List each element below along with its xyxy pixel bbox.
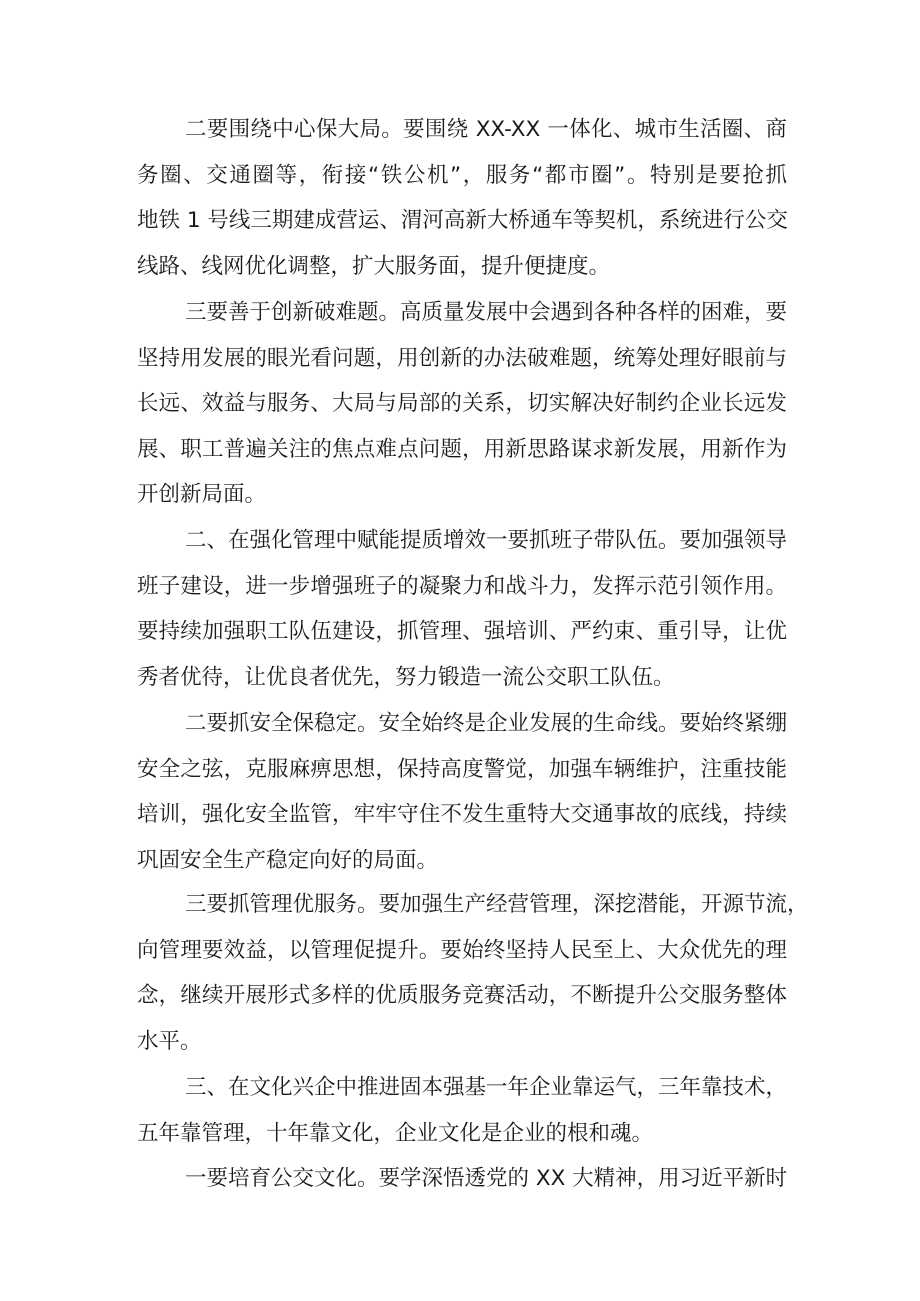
paragraph-2 [137, 290, 787, 518]
text-line: 二、在强化管理中赋能提质增效一要抓班子带队伍。要加强领导 [185, 528, 788, 553]
text-line: 长远、效益与服务、大局与局部的关系，切实解决好制约企业长远发 [137, 391, 787, 416]
text-line: 三要善于创新破难题。高质量发展中会遇到各种各样的困难，要 [185, 300, 788, 325]
text-line: 安全之弦，克服麻痹思想，保持高度警觉，加强车辆维护，注重技能 [137, 756, 787, 782]
paragraph-4 [137, 701, 787, 883]
paragraph-5 [137, 882, 809, 1064]
paragraph-6 [137, 1065, 787, 1156]
text-line: 地铁 1 号线三期建成营运、渭河高新大桥通车等契机，系统进行公交 [137, 208, 788, 233]
text-line: 二要抓安全保稳定。安全始终是企业发展的生命线。要始终紧绷 [185, 711, 788, 736]
text-line: 向管理要效益，以管理促提升。要始终坚持人民至上、大众优先的理 [137, 937, 787, 963]
text-line: 线路、线网优化调整，扩大服务面，提升便捷度。 [137, 253, 611, 279]
text-line: 三要抓管理优服务。要加强生产经营管理，深挖潜能，开源节流， [185, 892, 809, 917]
text-line: 要持续加强职工队伍建设，抓管理、强培训、严约束、重引导，让优 [137, 619, 787, 644]
paragraph-1 [137, 107, 787, 289]
text-line: 水平。 [137, 1028, 202, 1054]
paragraph-7 [137, 1156, 787, 1202]
text-line: 一要培育公交文化。要学深悟透党的 XX 大精神，用习近平新时 [185, 1166, 788, 1191]
text-line: 培训，强化安全监管，牢牢守住不发生重特大交通事故的底线，持续 [137, 802, 787, 827]
text-line: 坚持用发展的眼光看问题，用创新的办法破难题，统筹处理好眼前与 [137, 345, 787, 371]
text-line: 秀者优待，让优良者优先，努力锻造一流公交职工队伍。 [137, 664, 675, 690]
text-line: 开创新局面。 [137, 482, 267, 507]
text-line: 班子建设，进一步增强班子的凝聚力和战斗力，发挥示范引领作用。 [137, 573, 787, 599]
text-line: 五年靠管理，十年靠文化，企业文化是企业的根和魂。 [137, 1120, 654, 1146]
text-line: 二要围绕中心保大局。要围绕 XX-XX 一体化、城市生活圈、商 [185, 117, 787, 142]
text-line: 念，继续开展形式多样的优质服务竞赛活动，不断提升公交服务整体 [137, 983, 787, 1008]
text-line: 展、职工普遍关注的焦点难点问题，用新思路谋求新发展，用新作为 [137, 436, 787, 462]
paragraph-3 [137, 518, 787, 700]
text-line: 三、在文化兴企中推进固本强基一年企业靠运气，三年靠技术， [185, 1075, 788, 1100]
text-line: 务圈、交通圈等，衔接“铁公机”，服务“都市圈”。特别是要抢抓 [137, 162, 787, 188]
text-line: 巩固安全生产稳定向好的局面。 [137, 847, 439, 873]
